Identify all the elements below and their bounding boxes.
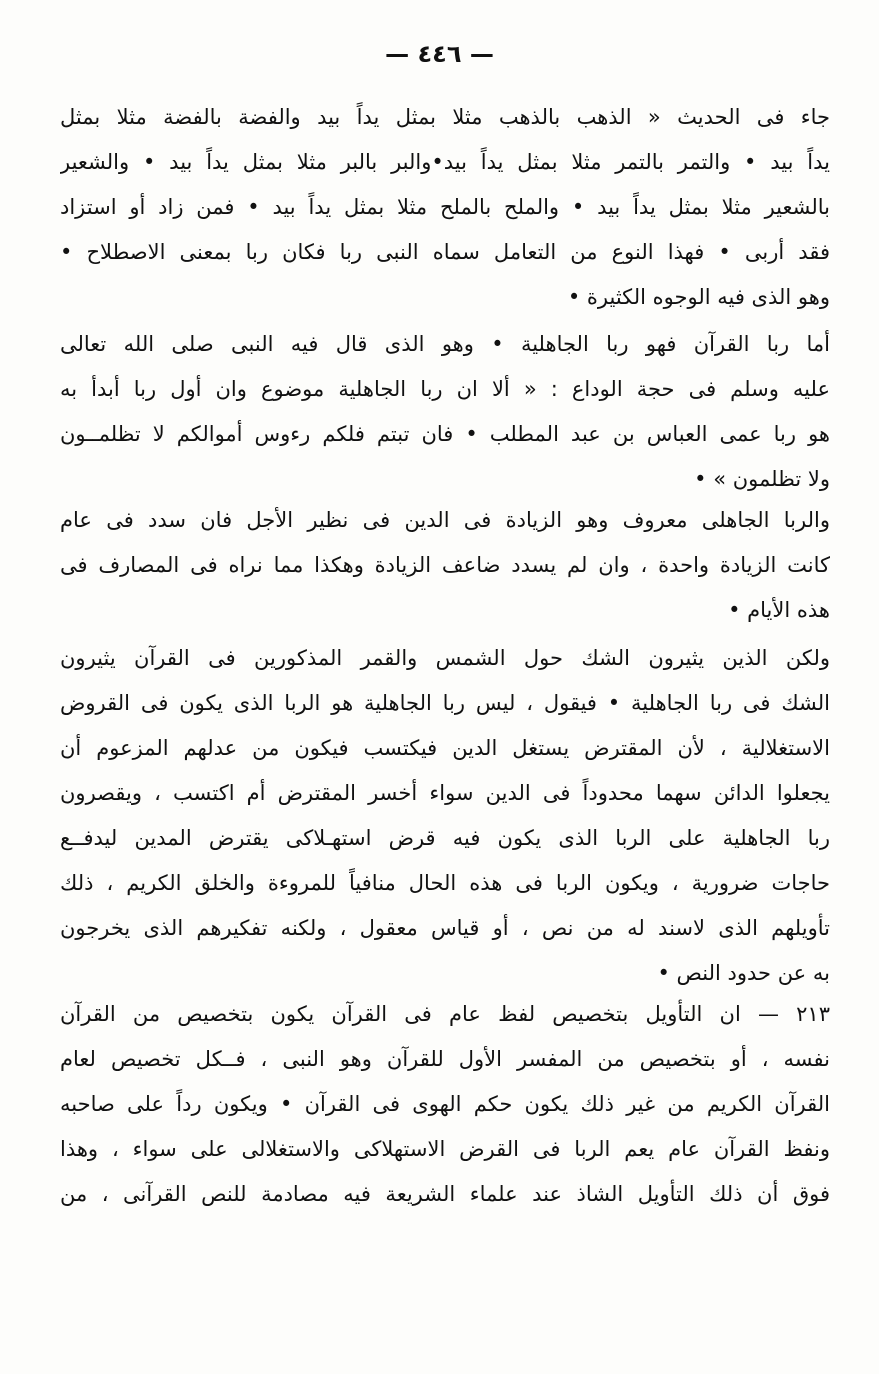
text-line: يداً بيد • والتمر بالتمر مثلا بمثل يداً بيد•والبر بالبر مثلا بمثل يداً بيد • والشعير <box>60 150 830 174</box>
text-line: نفسه ، أو بتخصيص من المفسر الأول للقرآن وهو النبى ، فــكل تخصيص لعام <box>60 1047 830 1071</box>
text-line: فوق أن ذلك التأويل الشاذ عند علماء الشريعة فيه مصادمة للنص القرآنى ، من <box>60 1182 830 1206</box>
text-line: الاستغلالية ، لأن المقترض يستغل الدين فيكتسب فيكون من عدلهم المزعوم أن <box>60 736 830 760</box>
text-line: بالشعير مثلا بمثل يداً بيد • والملح بالملح مثلا بمثل يداً بيد • فمن زاد أو استزاد <box>60 195 830 219</box>
text-line: فقد أربى • فهذا النوع من التعامل سماه النبى ربا فكان ربا بمعنى الاصطلاح • <box>60 240 830 264</box>
text-line: أما ربا القرآن فهو ربا الجاهلية • وهو الذى قال فيه النبى صلى الله تعالى <box>60 332 830 356</box>
text-line: هو ربا عمى العباس بن عبد المطلب • فان تبتم فلكم رءوس أموالكم لا تظلمــون <box>60 422 830 446</box>
text-line: والربا الجاهلى معروف وهو الزيادة فى الدين فى نظير الأجل فان سدد فى عام <box>60 508 830 532</box>
text-line: الشك فى ربا الجاهلية • فيقول ، ليس ربا الجاهلية هو الربا الذى يكون فى القروض <box>60 691 830 715</box>
text-line: ٢١٣ — ان التأويل بتخصيص لفظ عام فى القرآن يكون بتخصيص من القرآن <box>60 1002 830 1026</box>
text-line: ولا تظلمون » • <box>694 467 830 491</box>
text-line: جاء فى الحديث « الذهب بالذهب مثلا بمثل يداً بيد والفضة بالفضة مثلا بمثل <box>60 105 830 129</box>
text-line: ربا الجاهلية على الربا الذى يكون فيه قرض استهـلاكى يقترض المدين ليدفــع <box>60 826 830 850</box>
text-line: يجعلوا الدائن سهما محدوداً فى الدين سواء أخسر المقترض أم اكتسب ، ويقصرون <box>60 781 830 805</box>
text-line: ولكن الذين يثيرون الشك حول الشمس والقمر المذكورين فى القرآن يثيرون <box>60 646 830 670</box>
text-line: تأويلهم الذى لاسند له من نص ، أو قياس معقول ، ولكنه تفكيرهم الذى يخرجون <box>60 916 830 940</box>
paragraph-jahili-riba <box>60 498 830 633</box>
text-line: عليه وسلم فى حجة الوداع : « ألا ان ربا الجاهلية موضوع وان أول ربا أبدأ به <box>60 377 830 401</box>
text-line: وهو الذى فيه الوجوه الكثيرة • <box>567 285 830 309</box>
paragraph-hadith-riba <box>60 95 830 320</box>
text-line: القرآن الكريم من غير ذلك يكون حكم الهوى فى القرآن • ويكون رداً على صاحبه <box>60 1092 830 1116</box>
text-line: هذه الأيام • <box>728 598 830 622</box>
text-line: كانت الزيادة واحدة ، وان لم يسدد ضاعف الزيادة وهكذا مما نراه فى المصارف فى <box>60 553 830 577</box>
text-line: ونفظ القرآن عام يعم الربا فى القرض الاستهلاكى والاستغلالى على سواء ، وهذا <box>60 1137 830 1161</box>
page-number: — ٤٤٦ — <box>385 40 494 68</box>
text-line: به عن حدود النص • <box>657 961 830 985</box>
paragraph-213-interpretation <box>60 992 830 1217</box>
text-line: حاجات ضرورية ، ويكون الربا فى هذه الحال منافياً للمروءة والخلق الكريم ، ذلك <box>60 871 830 895</box>
paragraph-riba-quran <box>60 322 830 502</box>
paragraph-doubters <box>60 636 830 996</box>
